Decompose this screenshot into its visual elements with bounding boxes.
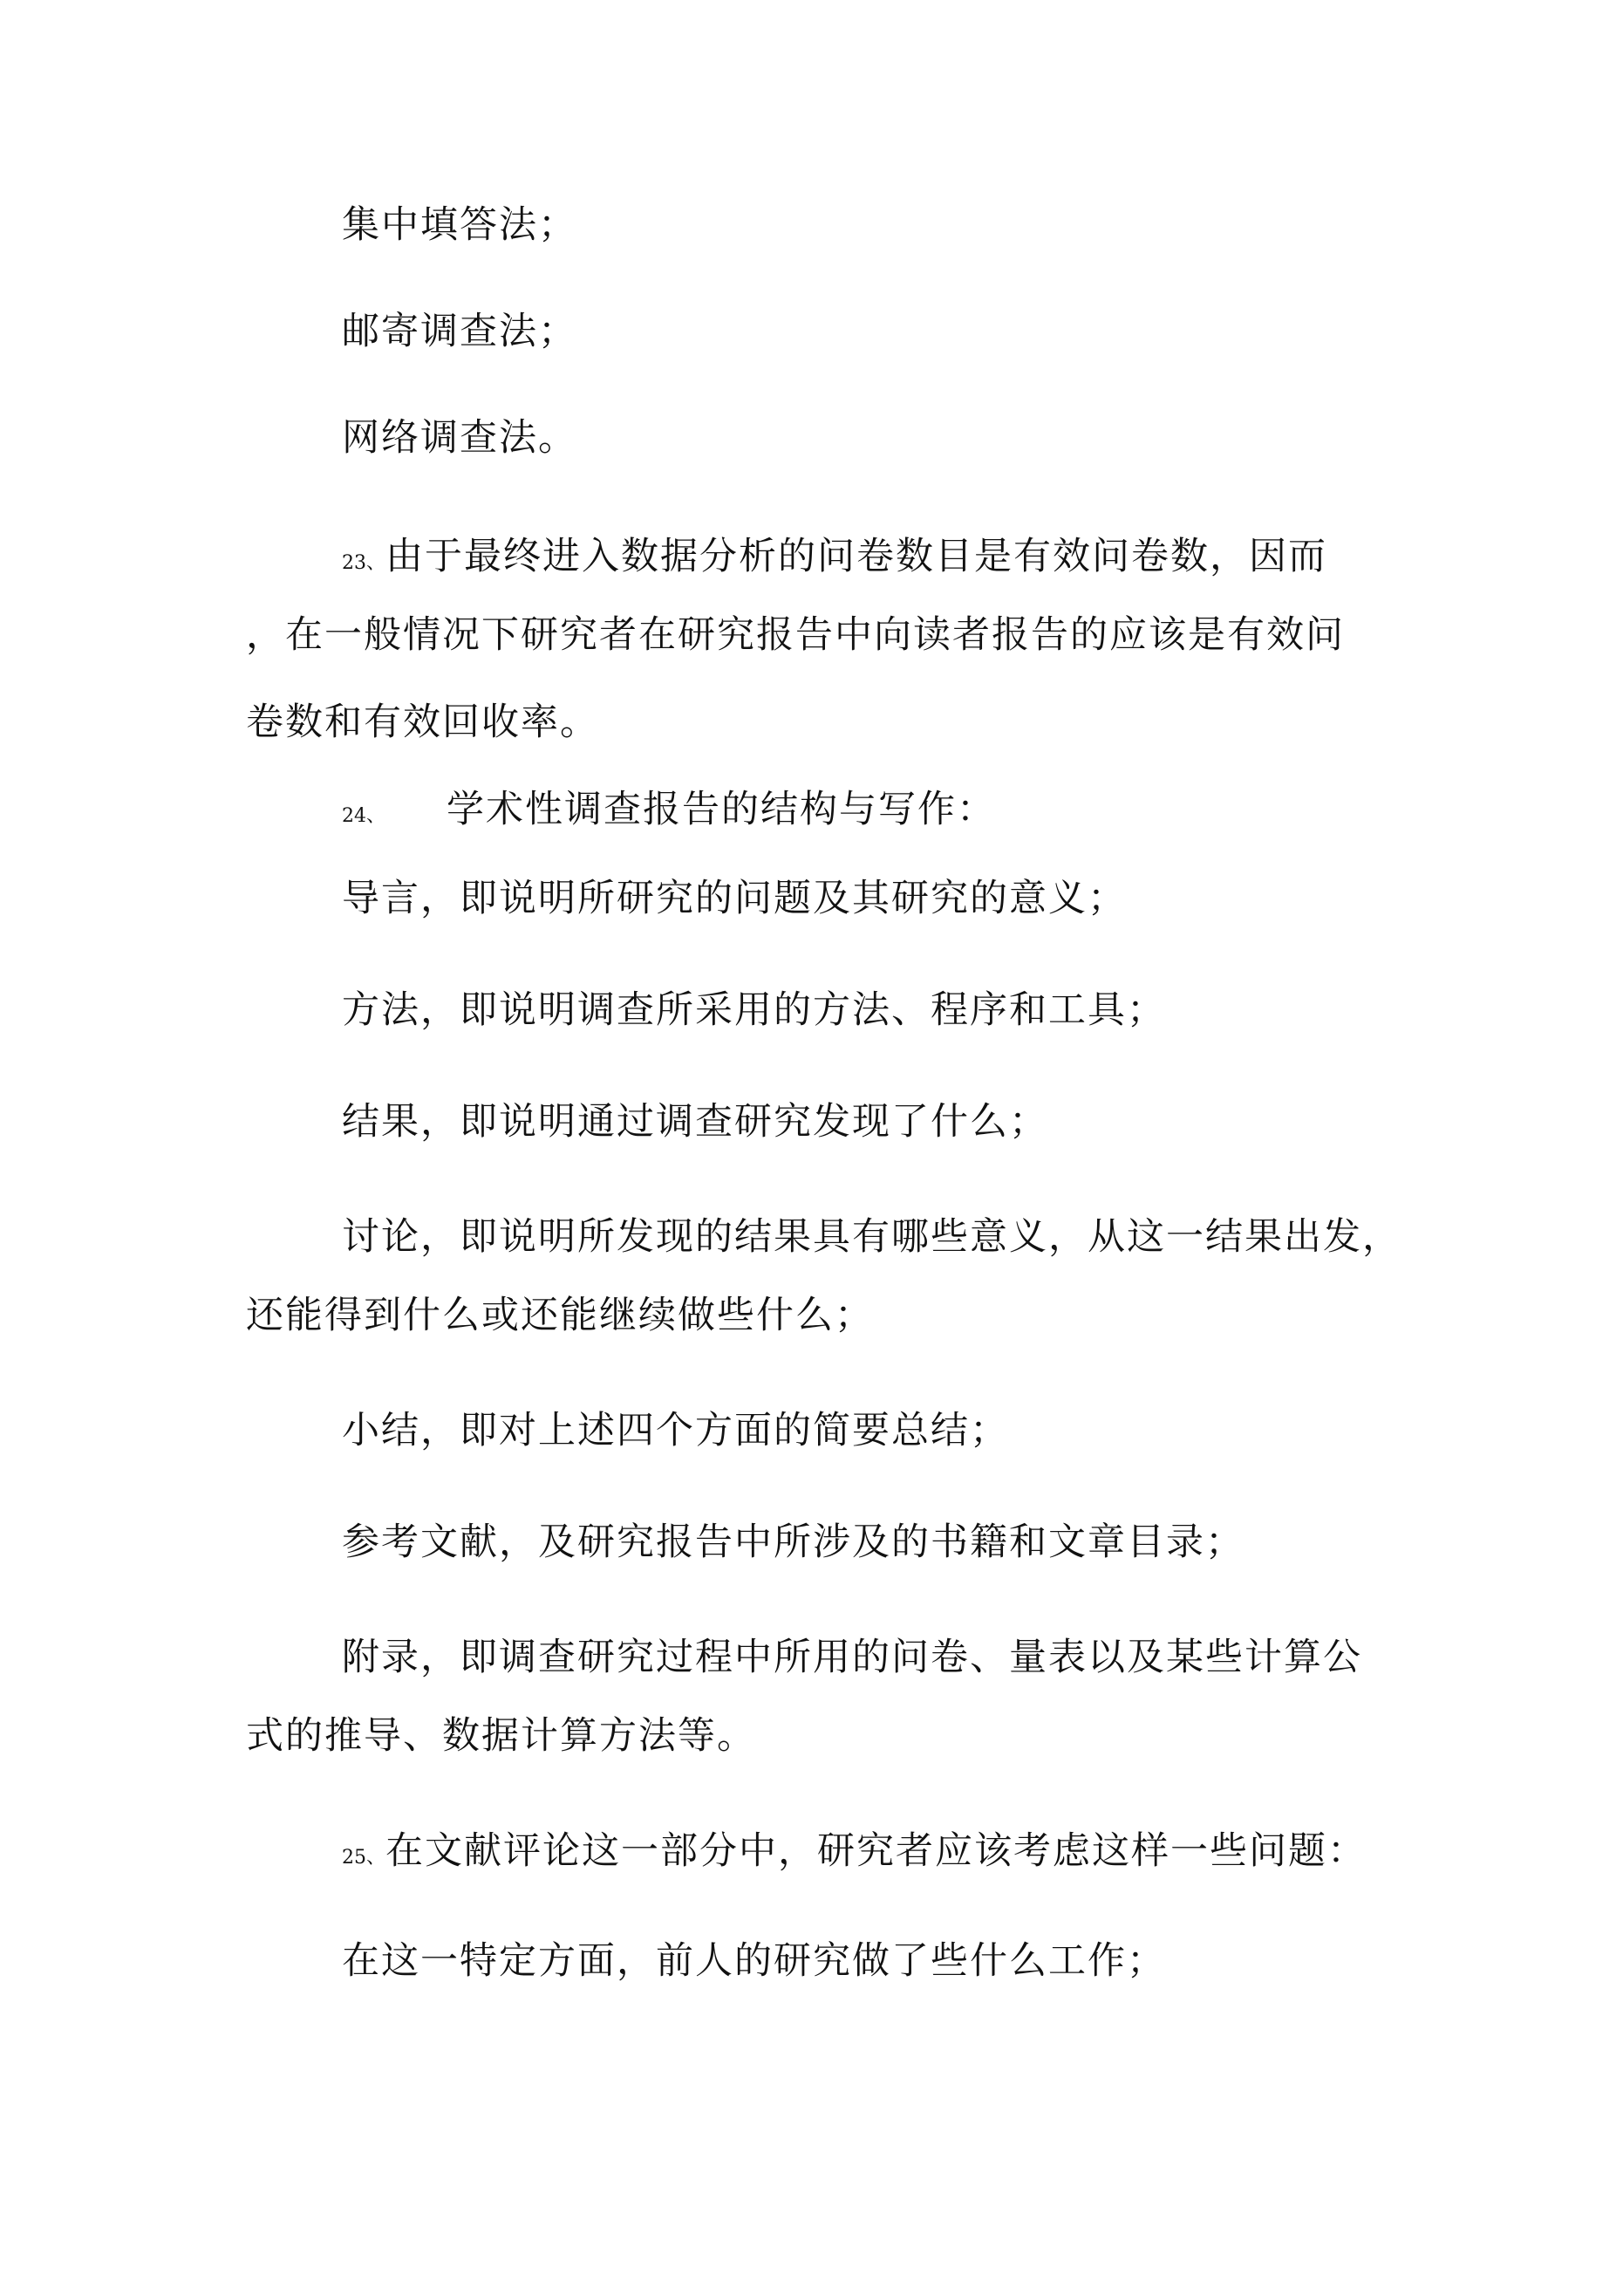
paragraph-line: [246, 1289, 874, 1342]
line-text: 网络调查法。: [342, 416, 577, 460]
line-text: 卷数和有效回收率。: [246, 700, 599, 744]
line-text: 导言，即说明所研究的问题及其研究的意义；: [342, 877, 1127, 920]
line-text: 学术性调查报告的结构与写作：: [447, 788, 996, 831]
line-text: 参考文献，及研究报告中所涉及的书籍和文章目录；: [342, 1520, 1245, 1564]
line-text: 式的推导、数据计算方法等。: [246, 1714, 756, 1758]
line-text: 结果，即说明通过调查研究发现了什么；: [342, 1100, 1048, 1144]
line-text: 由于最终进入数据分析的问卷数目是有效问卷数，因而: [385, 535, 1327, 578]
paragraph-line: [342, 984, 1166, 1036]
item-number: 23、: [342, 552, 385, 574]
paragraph-line: [342, 1631, 1362, 1684]
paragraph-line: [246, 696, 599, 748]
paragraph-line: [342, 1211, 1401, 1263]
paragraph-line: [342, 1404, 1009, 1457]
paragraph-line: [342, 783, 996, 843]
line-text: 小结，即对上述四个方面的简要总结；: [342, 1409, 1009, 1452]
line-text: 还能得到什么或还能继续做些什么；: [246, 1294, 874, 1337]
paragraph-line: [342, 1096, 1048, 1148]
paragraph-line: [246, 609, 1345, 661]
paragraph-line: [342, 199, 577, 251]
line-text: 邮寄调查法；: [342, 310, 577, 353]
item-number: 25、: [342, 1847, 385, 1869]
line-text: 讨论，即说明所发现的结果具有哪些意义，从这一结果出发，: [342, 1215, 1401, 1259]
paragraph-line: [246, 1710, 756, 1762]
line-text: 附录，即调查研究过程中所用的问卷、量表以及某些计算公: [342, 1636, 1362, 1679]
line-text: 集中填答法；: [342, 203, 577, 247]
paragraph-line: [342, 872, 1127, 925]
paragraph-line: [342, 1825, 1367, 1884]
line-text: ，在一般情况下研究者在研究报告中向读者报告的应该是有效问: [246, 613, 1345, 657]
item-number: 24、: [342, 805, 385, 827]
line-text: 在这一特定方面，前人的研究做了些什么工作；: [342, 1939, 1166, 1983]
paragraph-line: [342, 530, 1327, 590]
paragraph-line: [342, 1935, 1166, 1987]
line-text: 方法，即说明调查所采用的方法、程序和工具；: [342, 988, 1166, 1032]
line-text: 在文献评论这一部分中，研究者应该考虑这样一些问题：: [385, 1829, 1367, 1873]
paragraph-line: [342, 1516, 1245, 1568]
paragraph-line: [342, 412, 577, 464]
paragraph-line: [342, 305, 577, 358]
